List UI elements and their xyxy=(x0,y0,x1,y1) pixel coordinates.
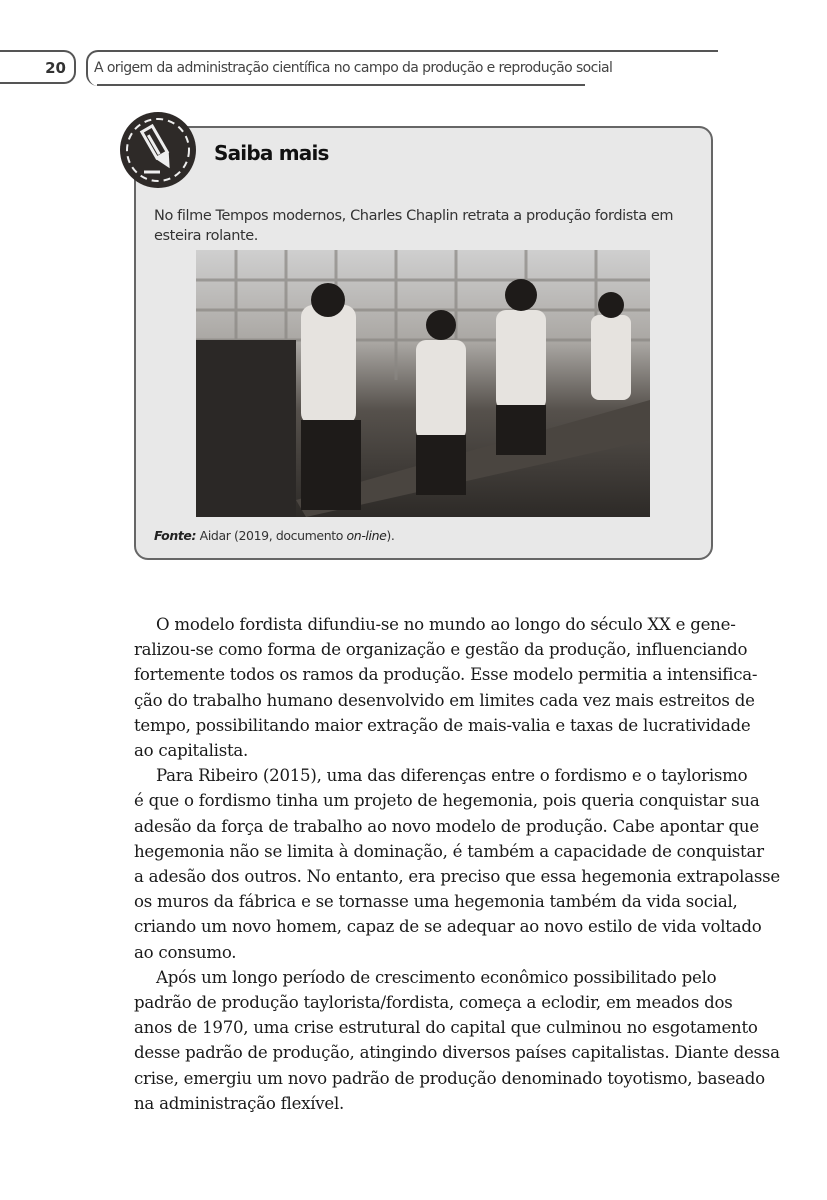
paragraph-line: ao consumo. xyxy=(134,942,237,962)
film-still-image xyxy=(196,250,650,517)
running-title: A origem da administração científica no campo da produção e reprodução social xyxy=(94,60,613,76)
paragraph-line: desse padrão de produção, atingindo diversos países capitalistas. Diante dessa xyxy=(134,1043,780,1063)
paragraph-line: criando um novo homem, capaz de se adequar ao novo estilo de vida voltado xyxy=(134,917,762,937)
paragraph-line: adesão da força de trabalho ao novo modelo de produção. Cabe apontar que xyxy=(134,816,759,836)
pencil-icon xyxy=(120,112,196,188)
paragraph-line: ao capitalista. xyxy=(134,741,249,761)
box-text: No filme Tempos modernos, Charles Chaplin retrata a produção fordista em esteira rolante. xyxy=(154,208,674,244)
source-text: Aidar (2019, documento xyxy=(196,528,347,543)
source-italic: on-line xyxy=(346,528,387,543)
paragraph-line: ção do trabalho humano desenvolvido em limites cada vez mais estreitos de xyxy=(134,690,755,710)
paragraph-line: crise, emergiu um novo padrão de produção denominado toyotismo, baseado xyxy=(134,1068,765,1088)
box-title: Saiba mais xyxy=(214,141,329,165)
paragraph-line: a adesão dos outros. No entanto, era preciso que essa hegemonia extrapolasse xyxy=(134,867,780,887)
paragraph-line: fortemente todos os ramos da produção. Esse modelo permitia a intensifica- xyxy=(134,665,758,685)
image-source xyxy=(154,528,394,543)
source-end: ). xyxy=(386,528,395,543)
body-text xyxy=(134,612,780,1116)
header-divider xyxy=(97,84,585,86)
paragraph-line: hegemonia não se limita à dominação, é também a capacidade de conquistar xyxy=(134,841,764,861)
paragraph-line: Para Ribeiro (2015), uma das diferenças entre o fordismo e o taylorismo xyxy=(156,766,748,786)
paragraph-line: anos de 1970, uma crise estrutural do capital que culminou no esgotamento xyxy=(134,1018,758,1038)
paragraph-line: é que o fordismo tinha um projeto de hegemonia, pois queria conquistar sua xyxy=(134,791,760,811)
page-number-tab xyxy=(0,50,76,84)
paragraph-line: os muros da fábrica e se tornasse uma hegemonia também da vida social, xyxy=(134,892,738,912)
paragraph-line: Após um longo período de crescimento econômico possibilitado pelo xyxy=(156,967,717,987)
running-header xyxy=(86,50,718,86)
paragraph-line: O modelo fordista difundiu-se no mundo ao longo do século XX e gene- xyxy=(156,615,736,634)
page-number: 20 xyxy=(45,59,66,77)
paragraph-line: tempo, possibilitando maior extração de mais-valia e taxas de lucratividade xyxy=(134,715,751,735)
paragraph-line: na administração flexível. xyxy=(134,1093,345,1113)
paragraph-line: ralizou-se como forma de organização e gestão da produção, influenciando xyxy=(134,640,748,660)
source-label: Fonte: xyxy=(154,528,197,543)
paragraph-line: padrão de produção taylorista/fordista, começa a eclodir, em meados dos xyxy=(134,993,733,1013)
